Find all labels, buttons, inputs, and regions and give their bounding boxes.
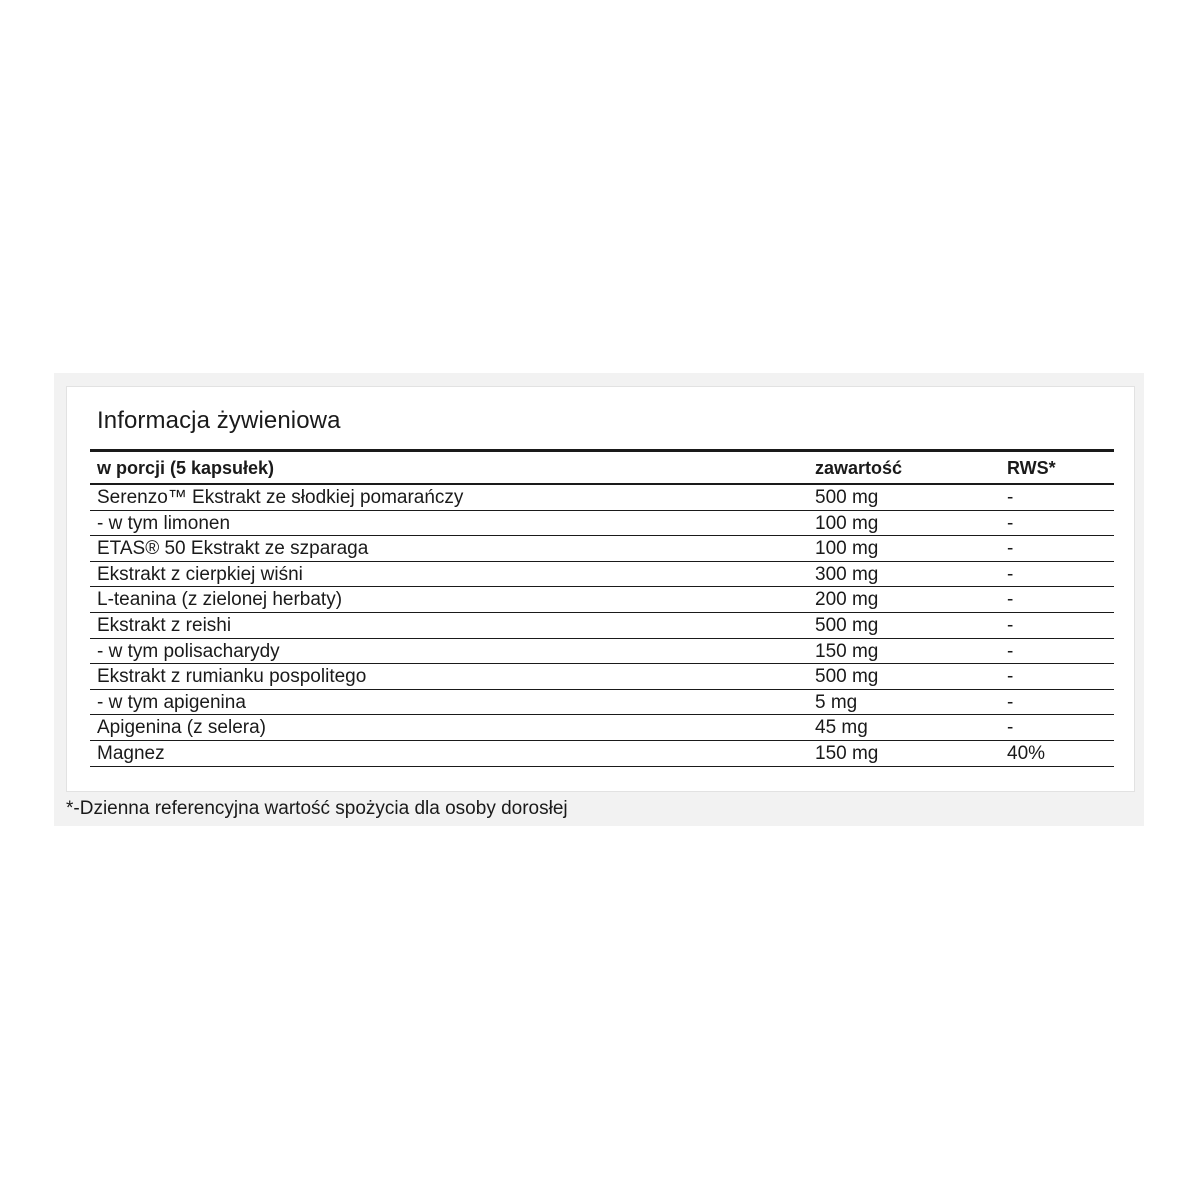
row-amount: 5 mg <box>815 691 858 713</box>
row-name: L-teanina (z zielonej herbaty) <box>97 589 343 611</box>
table-row <box>90 485 1114 511</box>
row-amount: 200 mg <box>815 589 879 611</box>
row-amount: 150 mg <box>815 742 879 764</box>
row-rws: - <box>1007 487 1014 508</box>
table-row <box>90 664 1114 690</box>
row-name: Ekstrakt z cierpkiej wiśni <box>97 563 303 585</box>
row-rws: 40% <box>1007 742 1046 764</box>
row-amount: 150 mg <box>815 640 879 662</box>
row-name: Apigenina (z selera) <box>97 717 266 739</box>
row-rws: - <box>1007 538 1014 560</box>
row-name: Magnez <box>97 742 165 764</box>
row-name: Ekstrakt z rumianku pospolitego <box>97 666 367 688</box>
table-header-row <box>90 452 1114 485</box>
header-rws: RWS* <box>1007 458 1056 478</box>
row-name: ETAS® 50 Ekstrakt ze szparaga <box>97 538 369 560</box>
row-rws: - <box>1007 563 1014 585</box>
row-name: - w tym limonen <box>97 512 231 534</box>
row-name: - w tym polisacharydy <box>97 640 280 662</box>
row-amount: 500 mg <box>815 666 879 688</box>
table-row <box>90 639 1114 665</box>
row-amount: 500 mg <box>815 487 879 508</box>
row-amount: 100 mg <box>815 512 879 534</box>
row-rws: - <box>1007 691 1014 713</box>
table-row <box>90 741 1114 767</box>
header-amount: zawartość <box>815 458 903 478</box>
row-amount: 500 mg <box>815 614 879 636</box>
nutrition-card <box>66 386 1135 792</box>
row-rws: - <box>1007 666 1014 688</box>
table-row <box>90 715 1114 741</box>
nutrition-title: Informacja żywieniowa <box>97 407 341 434</box>
nutrition-table <box>90 449 1114 767</box>
row-name: Serenzo™ Ekstrakt ze słodkiej pomarańczy <box>97 487 464 508</box>
row-amount: 300 mg <box>815 563 879 585</box>
table-row <box>90 536 1114 562</box>
table-row <box>90 613 1114 639</box>
row-amount: 45 mg <box>815 717 868 739</box>
row-rws: - <box>1007 640 1014 662</box>
table-row <box>90 587 1114 613</box>
rws-footnote: *-Dzienna referencyjna wartość spożycia dla osoby dorosłej <box>66 798 568 819</box>
row-name: - w tym apigenina <box>97 691 246 713</box>
row-name: Ekstrakt z reishi <box>97 614 232 636</box>
row-rws: - <box>1007 512 1014 534</box>
row-rws: - <box>1007 589 1014 611</box>
table-row <box>90 690 1114 716</box>
nutrition-panel <box>54 373 1144 826</box>
row-amount: 100 mg <box>815 538 879 560</box>
table-row <box>90 511 1114 537</box>
row-rws: - <box>1007 717 1014 739</box>
table-row <box>90 562 1114 588</box>
row-rws: - <box>1007 614 1014 636</box>
header-serving: w porcji (5 kapsułek) <box>97 458 275 478</box>
